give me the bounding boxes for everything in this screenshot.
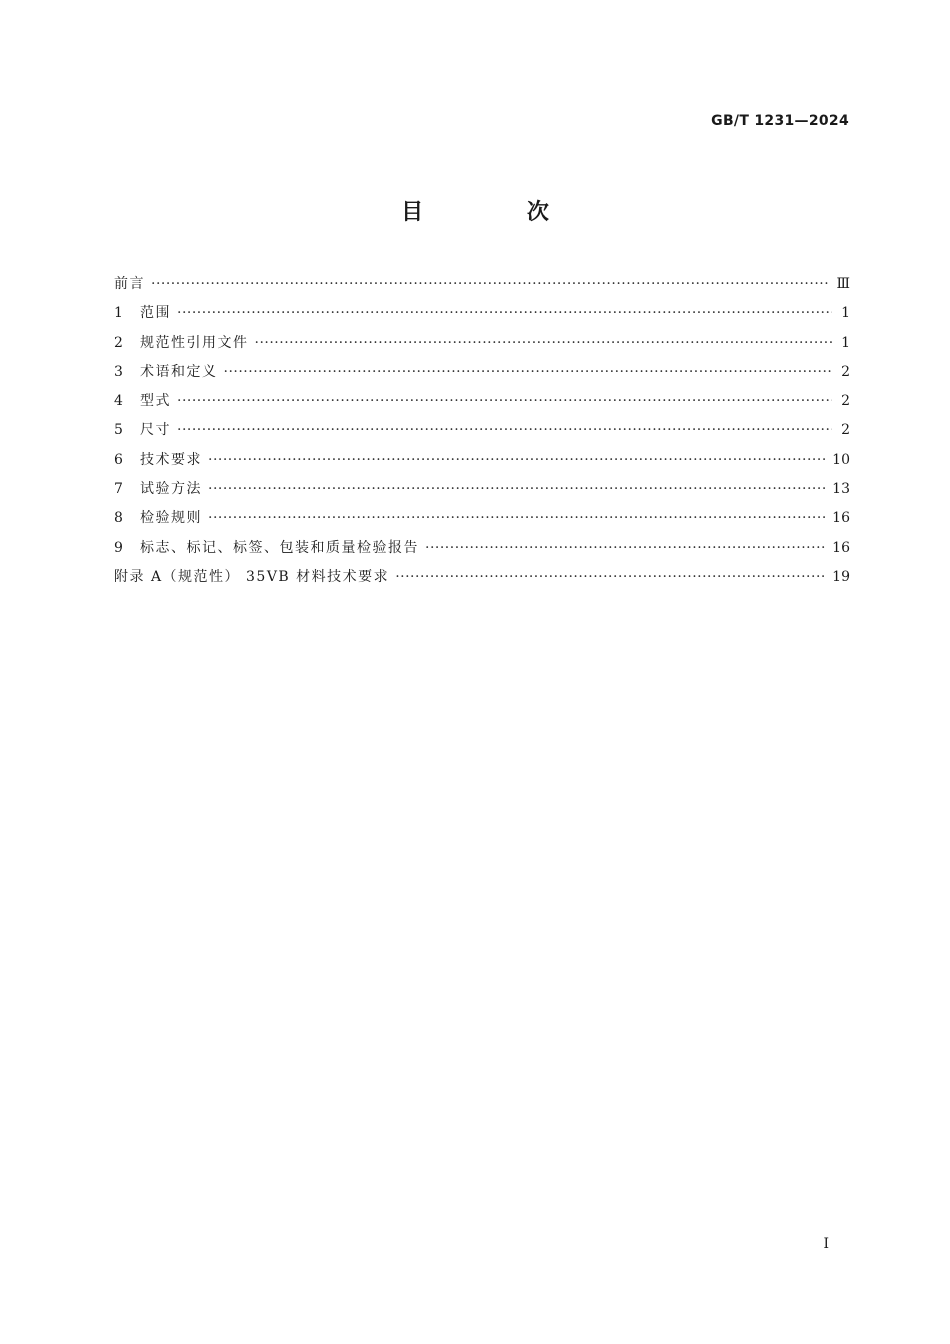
toc-label: 规范性引用文件: [140, 334, 249, 351]
toc-leader: [177, 390, 832, 412]
toc-leader: [151, 273, 830, 295]
toc-label: 范围: [140, 305, 171, 322]
toc-label: 术语和定义: [140, 363, 218, 380]
toc-entry-1[interactable]: [114, 302, 850, 331]
toc-page-number: 1: [841, 334, 850, 351]
toc-entry-9[interactable]: [114, 537, 850, 566]
toc-label: 尺寸: [140, 422, 171, 439]
toc-page-number: 2: [841, 393, 850, 410]
toc-page-number: 19: [832, 568, 850, 585]
toc-section-number: 8: [114, 510, 123, 527]
toc-leader: [224, 361, 833, 383]
toc-label: 检验规则: [140, 510, 202, 527]
toc-entry-8[interactable]: [114, 507, 850, 536]
toc-label: 型式: [140, 393, 171, 410]
toc-leader: [255, 332, 833, 354]
page-number: Ⅰ: [823, 1236, 829, 1252]
toc-label: 技术要求: [140, 451, 202, 468]
page-title: 目 次: [401, 200, 597, 225]
toc-leader: [177, 419, 832, 441]
toc-leader: [395, 566, 826, 588]
toc-section-number: 9: [114, 539, 123, 556]
toc-page-number: 1: [841, 305, 850, 322]
toc-leader: [177, 302, 832, 324]
toc-entry-2[interactable]: [114, 332, 850, 361]
toc-entry-6[interactable]: [114, 449, 850, 478]
toc-section-number: 6: [114, 451, 123, 468]
toc-section-number: 7: [114, 481, 123, 498]
toc-leader: [208, 507, 826, 529]
toc-entry-4[interactable]: [114, 390, 850, 419]
table-of-contents: [114, 273, 850, 595]
toc-page-number: 2: [841, 422, 850, 439]
toc-page-number: 16: [832, 539, 850, 556]
toc-entry-7[interactable]: [114, 478, 850, 507]
toc-leader: [208, 449, 826, 471]
standard-code: GB/T 1231—2024: [711, 113, 849, 129]
toc-section-number: 4: [114, 393, 123, 410]
toc-label: 前言: [114, 276, 145, 292]
toc-section-number: 3: [114, 363, 123, 380]
toc-entry-5[interactable]: [114, 419, 850, 448]
toc-page-number: 10: [832, 451, 850, 468]
toc-page-number: 2: [841, 363, 850, 380]
toc-entry-foreword[interactable]: [114, 273, 850, 302]
toc-label: 标志、标记、标签、包装和质量检验报告: [140, 539, 419, 556]
toc-page-number: Ⅲ: [836, 276, 850, 292]
toc-entry-3[interactable]: [114, 361, 850, 390]
toc-leader: [208, 478, 826, 500]
toc-entry-appendix-a[interactable]: [114, 566, 850, 595]
toc-leader: [425, 537, 826, 559]
toc-label: 试验方法: [140, 481, 202, 498]
toc-label: 附录 A（规范性） 35VB 材料技术要求: [114, 568, 390, 585]
toc-section-number: 1: [114, 305, 123, 322]
toc-section-number: 2: [114, 334, 123, 351]
toc-page-number: 16: [832, 510, 850, 527]
toc-section-number: 5: [114, 422, 123, 439]
toc-page-number: 13: [832, 481, 850, 498]
